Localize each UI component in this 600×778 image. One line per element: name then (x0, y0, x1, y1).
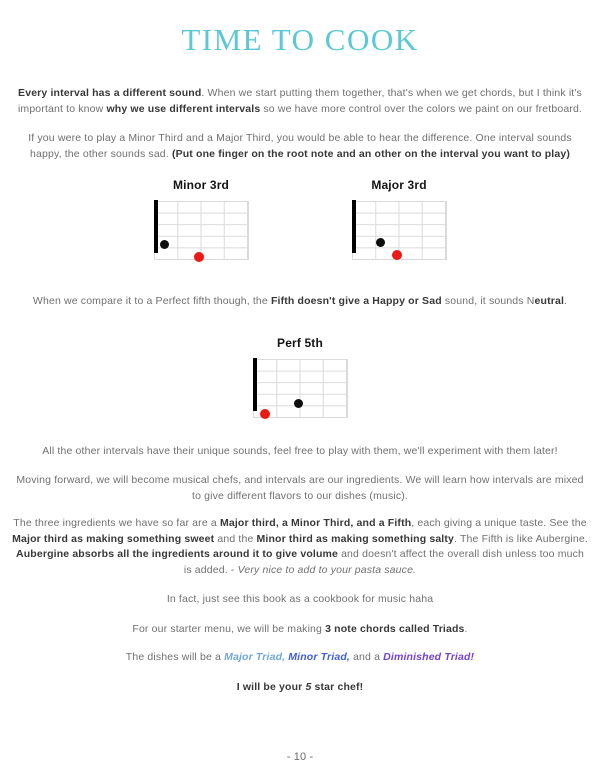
text-run: Every interval has a different sound (18, 87, 202, 99)
paragraph-dishes (0, 650, 600, 666)
paragraph-musical-chefs (0, 473, 600, 504)
fretboard-grid (154, 201, 249, 260)
paragraph-intervals-sound (0, 86, 600, 117)
text-run: Aubergine absorbs all the ingredients around it to give volume (15, 548, 338, 560)
text-run: sound, it sounds N (441, 295, 535, 307)
text-run: so we have more control over the colors we paint on our fretboard. (260, 102, 583, 115)
text-run: For our starter menu, we will be making (132, 622, 326, 635)
text-run: Very nice to add to your pasta sauce. (237, 563, 417, 576)
text-run: I will be your (236, 680, 306, 693)
text-run: 3 note chords called Triads (325, 622, 465, 635)
fifth-diagram-row (0, 336, 600, 418)
text-run: . The Fifth is like Aubergine. (454, 532, 588, 545)
text-run: . (464, 622, 468, 635)
text-run: and doesn't affect the overall dish unless too much is added. - (183, 548, 585, 576)
text-run: Diminished Triad! (383, 651, 475, 663)
diagram-minor-3rd (154, 178, 249, 260)
text-run: Fifth doesn't give a Happy or Sad (270, 295, 442, 307)
text-run: . (564, 295, 568, 307)
text-run: If you were to play a Minor Third and a Major Third, you would be able to hear the difference. One interval sounds happy, the other sounds sad. (28, 132, 572, 160)
diagram-label: Minor 3rd (172, 178, 230, 192)
text-run: and a (349, 651, 384, 663)
text-run: , each giving a unique taste. See the (411, 517, 587, 529)
text-run: Major Triad, (224, 651, 286, 663)
interval-note-dot (376, 238, 385, 247)
text-run: In fact, just see this book as a cookbook for music haha (166, 593, 434, 605)
nut-bar (352, 200, 357, 253)
interval-note-dot (294, 399, 303, 408)
interval-note-dot (160, 240, 169, 249)
text-run: Minor third as making something salty (256, 532, 455, 545)
diagram-label: Major 3rd (371, 178, 427, 192)
diagram-perf-5th (253, 336, 348, 418)
text-run: and the (214, 532, 257, 545)
text-run: eutral (534, 295, 565, 307)
text-run: Minor Triad, (288, 651, 350, 663)
page-number: - 10 - (286, 751, 314, 763)
text-run: Moving forward, we will become musical chefs, and intervals are our ingredients. We will learn how intervals are mixed to give different flavors to our dishes (music). (16, 474, 584, 502)
text-run: Major third as making something sweet (12, 532, 215, 545)
text-run: When we compare it to a Perfect fifth though, the (32, 295, 271, 307)
text-run: (Put one finger on the root note and an other on the interval you want to play) (171, 147, 570, 160)
paragraph-play-thirds (0, 131, 600, 162)
paragraph-other-intervals (0, 444, 600, 460)
root-note-dot (194, 252, 204, 262)
text-run: All the other intervals have their unique sounds, feel free to play with them, we'll experiment with them later! (42, 444, 558, 457)
paragraph-chef (0, 680, 600, 696)
fretboard-grid (352, 201, 447, 260)
text-run: 5 (305, 680, 312, 693)
text-run: Major third, a Minor Third, and a Fifth (219, 517, 412, 529)
page-title: TIME TO COOK (181, 22, 419, 57)
diagram-label: Perf 5th (277, 335, 323, 350)
thirds-diagrams-row (0, 178, 600, 260)
text-run: The three ingredients we have so far are a (13, 517, 220, 529)
root-note-dot (260, 409, 270, 419)
paragraph-cookbook (0, 592, 600, 608)
paragraph-ingredients (0, 516, 600, 578)
text-run: why we use different intervals (106, 102, 261, 115)
text-run: star chef! (311, 680, 364, 693)
nut-bar (154, 200, 159, 253)
diagram-major-3rd (352, 178, 447, 260)
text-run: The dishes will be a (125, 651, 225, 663)
nut-bar (253, 358, 258, 411)
paragraph-starter-menu (0, 622, 600, 638)
paragraph-perfect-fifth (0, 294, 600, 310)
root-note-dot (392, 250, 402, 260)
fretboard-grid (253, 359, 348, 418)
text-run: . When we start putting them together, that's when we get chords, but I think it's important to know (17, 87, 582, 115)
